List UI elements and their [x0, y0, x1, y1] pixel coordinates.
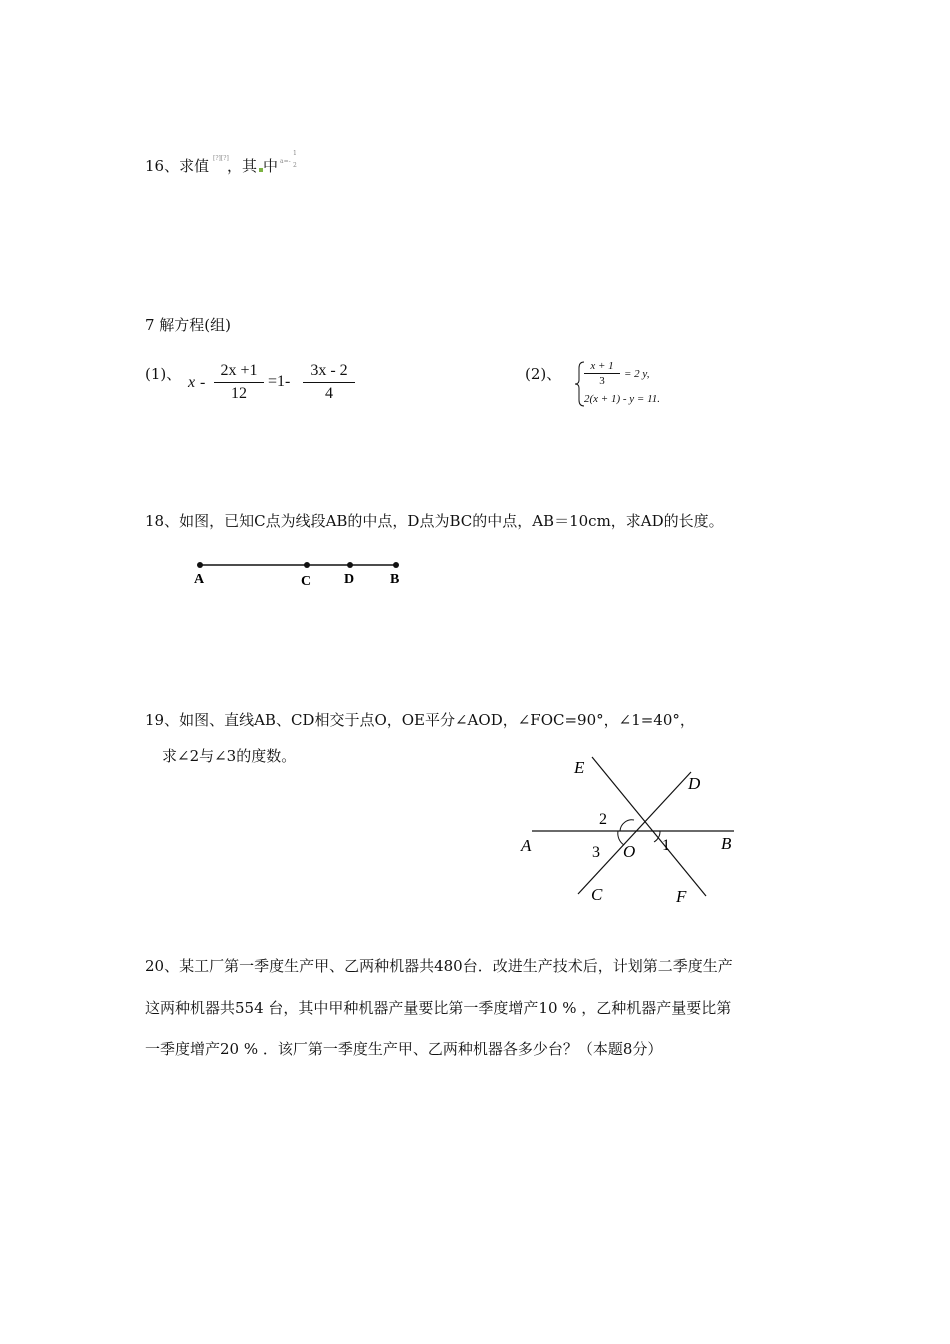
q19-line2: 求∠2与∠3的度数。 [162, 747, 297, 765]
q17-part2-fraction [584, 360, 620, 387]
fraction-bar [303, 382, 355, 383]
label-f: F [676, 887, 687, 906]
q20-line2: 这两种机器共554 台，其中甲种机器产量要比第一季度增产10 % ，乙种机器产量要比第 [145, 999, 732, 1017]
q17-part1-fraction-2 [303, 362, 355, 403]
fraction-numerator: 3x - 2 [310, 362, 348, 379]
q16-condition-image: a=- [280, 158, 291, 165]
point-a-dot [197, 562, 203, 568]
fraction-bar [584, 373, 620, 374]
label-o: O [623, 842, 636, 861]
q17-part1-fraction-1 [214, 362, 264, 403]
q17-part1-label: (1)、 [145, 365, 182, 383]
label-e: E [574, 758, 585, 777]
q16-cond-num: 1 [293, 150, 297, 157]
label-angle-1: 1 [662, 837, 670, 854]
fraction-denominator: 4 [325, 385, 333, 402]
point-c-dot [304, 562, 310, 568]
label-d: D [688, 774, 701, 793]
label-a: A [521, 836, 532, 855]
q17-part1-x: x [188, 374, 196, 391]
q17-part1-minus: - [200, 374, 206, 391]
angle-diagram [510, 750, 750, 910]
q16-cond-den: 2 [293, 162, 297, 169]
point-c-label: C [301, 574, 312, 589]
point-a-label: A [194, 572, 205, 587]
point-b-label: B [390, 572, 400, 587]
point-b-dot [393, 562, 399, 568]
fraction-denominator: 3 [599, 375, 605, 387]
q17-part2-line2: 2(x + 1) - y = 11. [584, 393, 661, 405]
label-c: C [591, 885, 603, 904]
fraction-numerator: x + 1 [590, 360, 614, 372]
q17-part2-label: (2)、 [525, 365, 562, 383]
point-d-label: D [344, 572, 355, 587]
segment-diagram [185, 555, 415, 595]
q19-line1: 19、如图、直线AB、CD相交于点O，OE平分∠AOD，∠FOC=90°，∠1=40°， [145, 711, 695, 729]
fraction-denominator: 12 [231, 385, 247, 402]
line-cd [578, 772, 691, 894]
label-angle-2: 2 [599, 811, 607, 828]
label-b: B [721, 834, 732, 853]
q16-label: 16、求值 [145, 157, 210, 175]
q17-part1-equals: =1- [268, 373, 291, 390]
q17-part2-line1-rhs: = 2 y, [624, 368, 650, 380]
point-d-dot [347, 562, 353, 568]
q20-line1: 20、某工厂第一季度生产甲、乙两种机器共480台．改进生产技术后，计划第二季度生产 [145, 957, 733, 975]
fraction-numerator: 2x +1 [220, 362, 258, 379]
q18-text: 18、如图，已知C点为线段AB的中点，D点为BC的中点，AB＝10cm，求AD的长度。 [145, 512, 724, 530]
angle-2-arc [620, 820, 634, 831]
fraction-bar [214, 382, 264, 383]
q16-expression-image: [?][?] [213, 155, 229, 162]
q16-mid-text: ，其 [227, 157, 258, 175]
label-angle-3: 3 [592, 844, 600, 861]
q20-line3: 一季度增产20 % ．该厂第一季度生产甲、乙两种机器各多少台？（本题8分） [145, 1040, 663, 1058]
q16-mid-text-2: 中 [263, 157, 279, 175]
q17-title: 7 解方程(组) [145, 316, 232, 334]
